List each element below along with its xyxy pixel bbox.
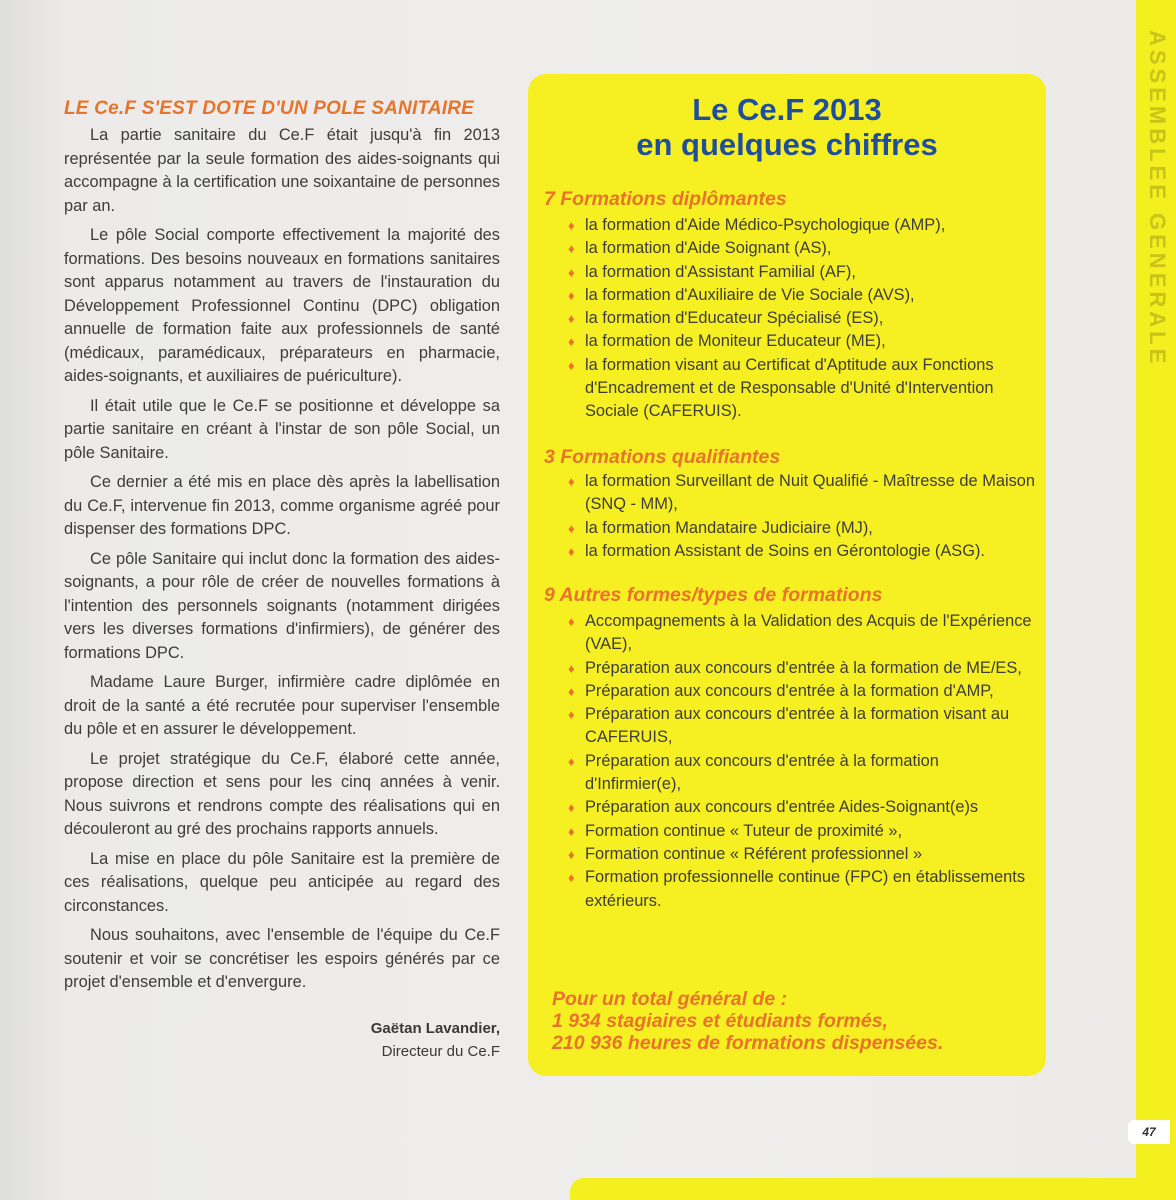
signature-role: Directeur du Ce.F: [381, 1042, 500, 1060]
article-paragraph: Nous souhaitons, avec l'ensemble de l'équipe du Ce.F soutenir et voir se concrétiser les espoirs générés par ce projet d'ensemble et d'envergure.: [64, 926, 500, 991]
section-title-qualifiantes: 3 Formations qualifiantes: [544, 446, 781, 468]
figures-box: [528, 74, 1046, 1076]
box-title-line1: Le Ce.F 2013: [692, 92, 882, 127]
list-item: ♦ Formation continue « Tuteur de proximité »,: [568, 820, 1038, 843]
list-item: ♦ la formation d'Assistant Familial (AF),: [568, 261, 1038, 284]
diamond-bullet-icon: ♦: [568, 264, 575, 280]
list-item: ♦ la formation Assistant de Soins en Gérontologie (ASG).: [568, 540, 1038, 563]
yellow-page-edge: [1136, 0, 1176, 1200]
article-column: [64, 98, 500, 1063]
diamond-bullet-icon: ♦: [568, 870, 575, 886]
list-item: ♦ la formation de Moniteur Educateur (ME),: [568, 330, 1038, 353]
diamond-bullet-icon: ♦: [568, 846, 575, 862]
article-paragraph: Ce pôle Sanitaire qui inclut donc la formation des aides-soignants, a pour rôle de créer de nouvelles formations à l'intention des personnels soignants (notamment dirigées vers les diverses formations d'infirmiers), de générer des formations DPC.: [64, 549, 500, 662]
list-item: ♦ la formation d'Aide Médico-Psychologique (AMP),: [568, 214, 1038, 237]
page-number: 47: [1128, 1120, 1170, 1144]
list-item: ♦ la formation Mandataire Judiciaire (MJ),: [568, 517, 1038, 540]
box-title: [528, 92, 1046, 162]
list-item: ♦ Préparation aux concours d'entrée Aides-Soignant(e)s: [568, 796, 1038, 819]
list-item: ♦ Préparation aux concours d'entrée à la formation d'AMP,: [568, 680, 1038, 703]
diamond-bullet-icon: ♦: [568, 520, 575, 536]
list-diplomantes: [568, 214, 1038, 424]
diamond-bullet-icon: ♦: [568, 800, 575, 816]
list-item: ♦ Formation professionnelle continue (FPC) en établissements extérieurs.: [568, 868, 1026, 910]
list-item: ♦ la formation d'Auxiliaire de Vie Sociale (AVS),: [568, 284, 1038, 307]
diamond-bullet-icon: ♦: [568, 823, 575, 839]
list-item: ♦ Formation continue « Référent professionnel »: [568, 843, 1038, 866]
diamond-bullet-icon: ♦: [568, 287, 575, 303]
list-item: ♦ Accompagnements à la Validation des Acquis de l'Expérience (VAE),: [568, 612, 1032, 654]
article-paragraph: Ce dernier a été mis en place dès après la labellisation du Ce.F, intervenue fin 2013, comme organisme agréé pour dispenser des formations DPC.: [64, 473, 500, 538]
box-title-line2: en quelques chiffres: [636, 127, 938, 162]
section-title-diplomantes: 7 Formations diplômantes: [544, 188, 787, 210]
diamond-bullet-icon: ♦: [568, 218, 575, 233]
total-line: Pour un total général de :: [552, 988, 788, 1010]
total-summary: [552, 988, 1032, 1054]
bottom-yellow-strip: [570, 1178, 1176, 1200]
list-item: ♦ la formation d'Educateur Spécialisé (ES),: [568, 307, 1038, 330]
list-item: ♦ Préparation aux concours d'entrée à la formation d'Infirmier(e),: [568, 751, 939, 794]
diamond-bullet-icon: ♦: [568, 357, 575, 373]
diamond-bullet-icon: ♦: [568, 614, 575, 629]
list-item: ♦ la formation visant au Certificat d'Aptitude aux Fonctions d'Encadrement et de Responsable d'Unité d'Intervention Sociale (CAFERUIS).: [568, 355, 994, 421]
article-paragraph: La mise en place du pôle Sanitaire est la première de ces réalisations, quelque peu anticipée au regard des circonstances.: [64, 849, 500, 915]
article-paragraph: Le projet stratégique du Ce.F, élaboré cette année, propose direction et sens pour les cinq années à venir. Nous suivrons et rendrons compte des réalisations qui en découleront au gré des prochains rapports annuels.: [64, 749, 500, 838]
signature-name: Gaëtan Lavandier,: [370, 1019, 500, 1037]
diamond-bullet-icon: ♦: [568, 753, 575, 769]
article-paragraph: Le pôle Social comporte effectivement la majorité des formations. Des besoins nouveaux en formations sanitaires sont apparus notamment au travers de l'instauration du Développement Professionnel Continu (DPC) obligation annuelle de formation faite aux professionnels de santé (médicaux, paramédicaux, préparateurs en pharmacie, aides-soignants, et auxiliaires de puériculture).: [64, 226, 500, 385]
diamond-bullet-icon: ♦: [568, 311, 575, 327]
list-item: ♦ la formation Surveillant de Nuit Qualifié - Maîtresse de Maison (SNQ - MM),: [568, 472, 1036, 514]
article-heading: LE Ce.F S'EST DOTE D'UN POLE SANITAIRE: [64, 98, 475, 119]
total-line: 210 936 heures de formations dispensées.: [552, 1032, 944, 1054]
article-paragraph: La partie sanitaire du Ce.F était jusqu'à fin 2013 représentée par la seule formation des aides-soignants qui accompagne à la certification une soixantaine de personnes par an.: [64, 126, 500, 215]
diamond-bullet-icon: ♦: [568, 660, 575, 676]
list-item: ♦ Préparation aux concours d'entrée à la formation de ME/ES,: [568, 657, 1038, 680]
diamond-bullet-icon: ♦: [568, 543, 575, 559]
list-item: ♦ Préparation aux concours d'entrée à la formation visant au CAFERUIS,: [568, 705, 1010, 747]
edge-text: ASSEMBLEE GENERALE: [1145, 30, 1170, 368]
list-item: ♦ la formation d'Aide Soignant (AS),: [568, 237, 1038, 260]
diamond-bullet-icon: ♦: [568, 334, 575, 350]
diamond-bullet-icon: ♦: [568, 474, 575, 489]
article-paragraph: Madame Laure Burger, infirmière cadre diplômée en droit de la santé a été recrutée pour superviser l'ensemble du pôle et en assurer le développement.: [64, 673, 500, 738]
diamond-bullet-icon: ♦: [568, 707, 575, 723]
list-autres: [568, 610, 1038, 913]
total-line: 1 934 stagiaires et étudiants formés,: [552, 1010, 888, 1032]
article-paragraph: Il était utile que le Ce.F se positionne et développe sa partie sanitaire en créant à l'instar de son pôle Social, un pôle Sanitaire.: [64, 396, 500, 462]
signature: [64, 1017, 500, 1063]
list-qualifiantes: [568, 470, 1038, 563]
section-title-autres: 9 Autres formes/types de formations: [544, 584, 883, 606]
diamond-bullet-icon: ♦: [568, 241, 575, 257]
diamond-bullet-icon: ♦: [568, 683, 575, 699]
